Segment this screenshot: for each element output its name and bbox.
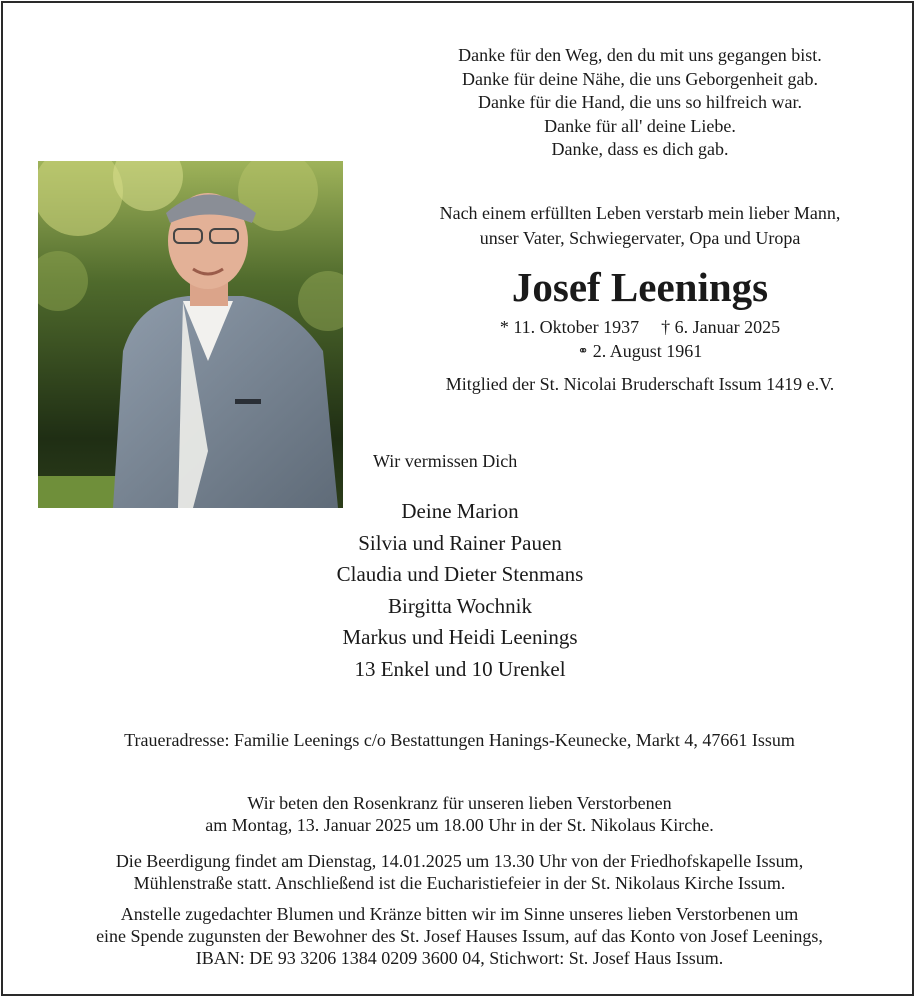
birth-date: * 11. Oktober 1937 — [499, 317, 640, 337]
funeral-line: Mühlenstraße statt. Anschließend ist die Eucharistiefeier in der St. Nikolaus Kirche Issum. — [133, 873, 786, 893]
poem-line: Danke, dass es dich gab. — [551, 139, 729, 159]
intro-line: Nach einem erfüllten Leben verstarb mein lieber Mann, — [439, 203, 841, 223]
poem-line: Danke für den Weg, den du mit uns gegangen bist. — [458, 45, 822, 65]
rosary-notice — [0, 792, 919, 836]
mourner: 13 Enkel und 10 Urenkel — [354, 656, 566, 681]
membership: Mitglied der St. Nicolai Bruderschaft Issum 1419 e.V. — [445, 374, 835, 394]
mourners-list — [260, 496, 660, 685]
donation-line: eine Spende zugunsten der Bewohner des St. Josef Hauses Issum, auf das Konto von Josef Leenings, — [96, 926, 823, 946]
funeral-notice — [0, 850, 919, 894]
mourner: Silvia und Rainer Pauen — [358, 530, 562, 555]
rosary-line: am Montag, 13. Januar 2025 um 18.00 Uhr in der St. Nikolaus Kirche. — [205, 815, 714, 835]
marriage-date: 2. August 1961 — [592, 341, 703, 361]
miss-text: Wir vermissen Dich — [373, 451, 518, 471]
mourner: Deine Marion — [401, 499, 519, 523]
death-date: † 6. Januar 2025 — [661, 317, 781, 337]
mourner: Markus und Heidi Leenings — [342, 625, 578, 649]
poem-line: Danke für all' deine Liebe. — [544, 115, 736, 136]
mourner: Claudia und Dieter Stenmans — [336, 562, 584, 586]
intro-line: unser Vater, Schwiegervater, Opa und Uropa — [479, 228, 801, 248]
marriage-line — [380, 339, 900, 364]
life-dates — [380, 315, 900, 364]
death-announcement — [380, 201, 900, 251]
mourning-address: Traueradresse: Familie Leenings c/o Bestattungen Hanings-Keunecke, Markt 4, 47661 Issum — [124, 730, 795, 750]
deceased-name: Josef Leenings — [511, 264, 769, 310]
mourner: Birgitta Wochnik — [388, 593, 532, 618]
poem-line: Danke für deine Nähe, die uns Geborgenheit gab. — [461, 68, 819, 89]
portrait-photo — [38, 161, 343, 508]
wedding-rings-icon: ⚭ — [577, 344, 589, 359]
poem — [380, 44, 900, 162]
birth-death-line — [380, 315, 900, 339]
funeral-line: Die Beerdigung findet am Dienstag, 14.01.2025 um 13.30 Uhr von der Friedhofskapelle Issum, — [115, 851, 804, 871]
donation-line: IBAN: DE 93 3206 1384 0209 3600 04, Stichwort: St. Josef Haus Issum. — [195, 948, 724, 968]
rosary-line: Wir beten den Rosenkranz für unseren lieben Verstorbenen — [247, 793, 672, 813]
poem-line: Danke für die Hand, die uns so hilfreich war. — [478, 92, 802, 112]
donation-line: Anstelle zugedachter Blumen und Kränze bitten wir im Sinne unseres lieben Verstorbenen um — [120, 904, 799, 924]
donation-notice — [0, 903, 919, 969]
